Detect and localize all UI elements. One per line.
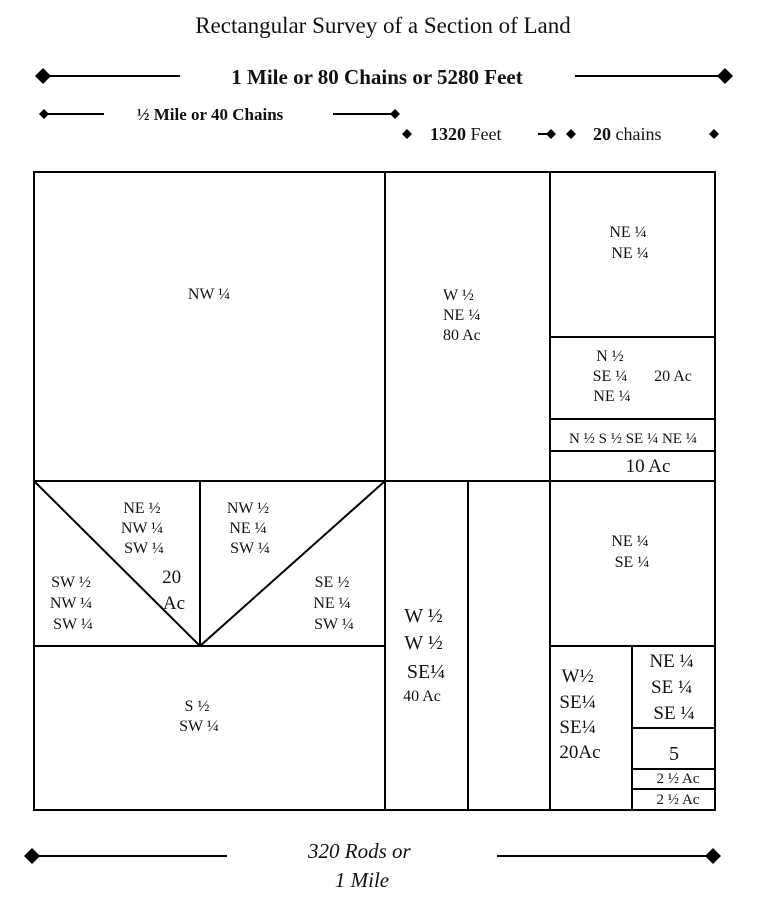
parcel-10ac: 10 Ac: [625, 456, 671, 477]
parcel-line: SE ¼: [653, 703, 695, 724]
parcel-line: SW ¼: [53, 616, 93, 633]
chains-scale-label: [593, 124, 661, 144]
parcel-ne-se: [611, 533, 652, 571]
parcel-w-w-se: [404, 605, 448, 683]
parcel-line: 20Ac: [559, 742, 601, 763]
parcel-n-se-ne: [593, 348, 632, 405]
chains-scale-number: 20: [593, 124, 611, 144]
parcel-line: NE ½: [123, 500, 161, 517]
parcel-line: NE ¼: [313, 595, 351, 612]
diamond-marker-icon: [717, 68, 733, 84]
parcel-ne-se-se: [649, 651, 698, 724]
parcel-line: SW ¼: [230, 540, 270, 557]
parcel-n-s-se-ne: N ½ S ½ SE ¼ NE ¼: [569, 431, 697, 447]
parcel-nw-ne-sw: [227, 500, 273, 557]
parcel-2-5ac-lower: 2 ½ Ac: [656, 792, 700, 808]
parcel-line: SE ½: [314, 574, 350, 591]
bottom-scale-label: [307, 839, 416, 892]
parcel-line: NE ¼: [593, 388, 631, 405]
diamond-marker-icon: [566, 129, 576, 139]
parcel-area-20ac: 20 Ac: [654, 368, 692, 385]
parcel-line: SE ¼: [651, 677, 693, 698]
chains-scale-unit: chains: [611, 124, 662, 144]
parcel-line: W½: [561, 666, 594, 687]
parcel-labels: [50, 224, 700, 808]
parcel-w-half-ne: [443, 287, 484, 344]
bottom-scale-bar: [24, 839, 721, 892]
parcel-line: NW ¼: [120, 520, 164, 537]
parcel-line: N ½: [596, 348, 624, 365]
parcel-sw-nw-sw: [50, 574, 96, 633]
parcel-line: 20: [162, 567, 182, 588]
parcel-line: NE ¼: [611, 245, 649, 262]
feet-scale-number: 1320: [430, 124, 466, 144]
mile-scale-label: 1 Mile or 80 Chains or 5280 Feet: [231, 65, 523, 89]
feet-scale-label: [430, 124, 502, 144]
parcel-line: NE ¼: [229, 520, 267, 537]
parcel-nw-quarter: NW ¼: [187, 286, 231, 303]
parcel-line: NE ¼: [609, 224, 647, 241]
diamond-marker-icon: [546, 129, 556, 139]
diamond-marker-icon: [35, 68, 51, 84]
diamond-marker-icon: [39, 109, 49, 119]
parcel-line: SW ¼: [314, 616, 354, 633]
parcel-line: SW ½: [51, 574, 91, 591]
diamond-marker-icon: [24, 848, 40, 864]
parcel-20ac: [162, 567, 186, 614]
parcel-line: SW ¼: [179, 718, 219, 735]
parcel-2-5ac-upper: 2 ½ Ac: [656, 771, 700, 787]
parcel-w-se-se: [559, 666, 600, 763]
quarter-scale-bar: [402, 124, 719, 144]
parcel-5: 5: [669, 743, 679, 765]
parcel-line: SE ¼: [592, 368, 628, 385]
parcel-line: W ½: [404, 605, 443, 627]
mile-scale-bar: [35, 65, 733, 89]
parcel-line: SE¼: [406, 661, 446, 683]
diamond-marker-icon: [709, 129, 719, 139]
half-mile-scale-bar: [39, 105, 400, 124]
diagram-title: Rectangular Survey of a Section of Land: [195, 13, 571, 38]
section-grid: [34, 172, 715, 810]
parcel-ne-nw-sw: [121, 500, 167, 557]
parcel-40ac: 40 Ac: [403, 688, 441, 705]
parcel-line: Ac: [162, 593, 186, 614]
parcel-ne-ne: [609, 224, 650, 262]
feet-scale-unit: Feet: [466, 124, 502, 144]
parcel-line: SE¼: [559, 717, 596, 738]
parcel-line: NE ¼: [611, 533, 649, 550]
parcel-line: NW ¼: [49, 595, 93, 612]
parcel-line: NE ¼: [443, 307, 481, 324]
parcel-s-sw: [179, 698, 219, 735]
parcel-line: NE ¼: [649, 651, 694, 672]
diamond-marker-icon: [390, 109, 400, 119]
parcel-line: NW ½: [226, 500, 270, 517]
parcel-line: S ½: [184, 698, 210, 715]
diamond-marker-icon: [705, 848, 721, 864]
bottom-scale-line-2: 1 Mile: [334, 868, 390, 892]
parcel-se-ne-sw: [313, 574, 354, 633]
parcel-line: SW ¼: [124, 540, 164, 557]
parcel-line: W ½: [443, 287, 474, 304]
parcel-line: SE¼: [559, 692, 596, 713]
parcel-line: 80 Ac: [443, 327, 481, 344]
half-mile-scale-label: ½ Mile or 40 Chains: [136, 105, 284, 124]
bottom-scale-line-1: 320 Rods or: [308, 839, 411, 863]
parcel-line: W ½: [404, 632, 443, 654]
parcel-line: SE ¼: [614, 554, 650, 571]
diamond-marker-icon: [402, 129, 412, 139]
